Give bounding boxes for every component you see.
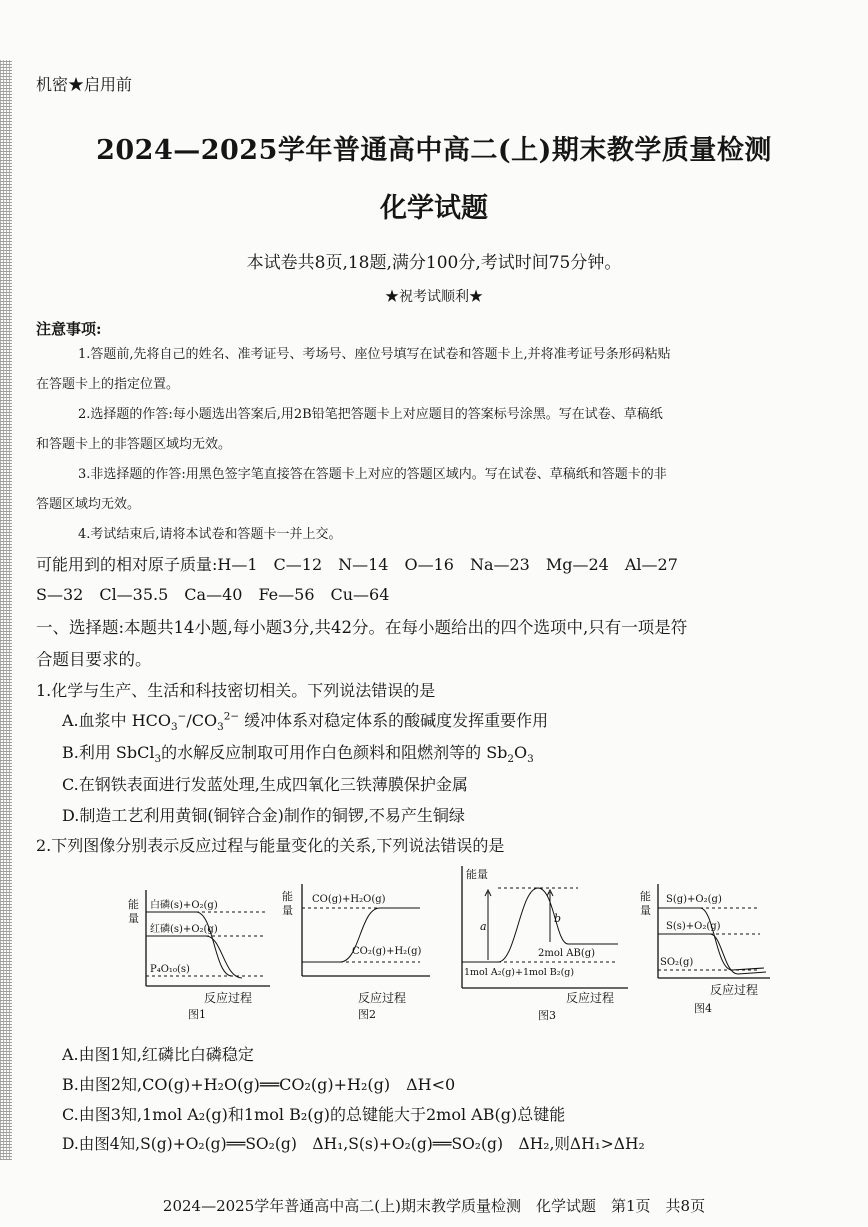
q2-option-b: B.由图2知,CO(g)+H₂O(g)══CO₂(g)+H₂(g) ΔH<0 bbox=[62, 1075, 456, 1094]
q2-option-c: C.由图3知,1mol A₂(g)和1mol B₂(g)的总键能大于2mol AB(g)总键能 bbox=[62, 1105, 566, 1124]
fig3-label-b: b bbox=[554, 912, 562, 925]
fig1-xlabel: 反应过程 bbox=[204, 991, 253, 1005]
q1-option-a: A.血浆中 $HCO_3^-/CO_3^{2-}$ 缓冲体系对稳定体系的酸碱度发挥重要作用 bbox=[62, 710, 549, 734]
fig4-ylabel-2: 量 bbox=[640, 904, 651, 917]
section-heading-line2: 合题目要求的。 bbox=[36, 650, 152, 669]
fig4-level-3: SO₂(g) bbox=[660, 957, 694, 968]
confidential-mark: 机密★启用前 bbox=[36, 75, 133, 94]
fig4-caption: 图4 bbox=[694, 1002, 712, 1015]
fig3-xlabel: 反应过程 bbox=[566, 991, 615, 1005]
fig1-ylabel-1: 能 bbox=[128, 898, 139, 911]
note-3b: 答题区域均无效。 bbox=[36, 497, 141, 512]
fig3-level-2: 1mol A₂(g)+1mol B₂(g) bbox=[464, 967, 575, 978]
fig2-caption: 图2 bbox=[358, 1008, 376, 1020]
fig1-level-1: 白磷(s)+O₂(g) bbox=[150, 900, 218, 911]
binding-margin bbox=[0, 60, 12, 1160]
fig3-level-1: 2mol AB(g) bbox=[538, 948, 596, 959]
figure-3 bbox=[458, 862, 633, 1022]
notes-heading: 注意事项: bbox=[36, 320, 102, 338]
q1-option-c: C.在钢铁表面进行发蓝处理,生成四氧化三铁薄膜保护金属 bbox=[62, 775, 468, 794]
atomic-masses-line1: 可能用到的相对原子质量:H—1 C—12 N—14 O—16 Na—23 Mg—24 Al—27 bbox=[36, 555, 678, 574]
fig1-level-3: P₄O₁₀(s) bbox=[150, 964, 190, 975]
note-2b: 和答题卡上的非答题区域均无效。 bbox=[36, 437, 232, 452]
fig2-ylabel-2: 量 bbox=[282, 904, 293, 917]
note-1a: 1.答题前,先将自己的姓名、准考证号、考场号、座位号填写在试卷和答题卡上,并将准考证号条形码粘贴 bbox=[78, 347, 671, 362]
fig2-ylabel-1: 能 bbox=[282, 890, 293, 903]
fig4-ylabel-1: 能 bbox=[640, 890, 651, 903]
q2-stem: 2.下列图像分别表示反应过程与能量变化的关系,下列说法错误的是 bbox=[36, 836, 505, 855]
fig4-level-2: S(s)+O₂(g) bbox=[666, 921, 721, 932]
good-luck-line: ★祝考试顺利★ bbox=[385, 289, 483, 305]
fig3-ylabel: 能量 bbox=[466, 868, 488, 881]
q1-stem: 1.化学与生产、生活和科技密切相关。下列说法错误的是 bbox=[36, 681, 436, 700]
page-footer: 2024—2025学年普通高中高二(上)期末教学质量检测 化学试题 第1页 共8页 bbox=[162, 1197, 706, 1215]
fig2-xlabel: 反应过程 bbox=[358, 991, 407, 1005]
subject-title: 化学试题 bbox=[380, 193, 488, 224]
fig4-level-1: S(g)+O₂(g) bbox=[666, 894, 722, 905]
figure-2 bbox=[280, 880, 440, 1020]
fig3-caption: 图3 bbox=[538, 1009, 556, 1022]
note-3a: 3.非选择题的作答:用黑色签字笔直接答在答题卡上对应的答题区域内。写在试卷、草稿纸和答题卡的非 bbox=[78, 467, 667, 482]
q1-option-d: D.制造工艺利用黄铜(铜锌合金)制作的铜锣,不易产生铜绿 bbox=[62, 806, 465, 825]
note-2a: 2.选择题的作答:每小题选出答案后,用2B铅笔把答题卡上对应题目的答案标号涂黑。写在试卷、草稿纸 bbox=[78, 407, 663, 422]
exam-title: 2024—2025学年普通高中高二(上)期末教学质量检测 bbox=[96, 135, 772, 166]
note-1b: 在答题卡上的指定位置。 bbox=[36, 377, 180, 392]
section-heading-line1: 一、选择题:本题共14小题,每小题3分,共42分。在每小题给出的四个选项中,只有一项是符 bbox=[36, 618, 688, 637]
figure-1 bbox=[126, 890, 276, 1020]
fig3-label-a: a bbox=[480, 920, 487, 933]
fig1-caption: 图1 bbox=[188, 1008, 206, 1020]
q1-option-b: B.利用 SbCl$_3$的水解反应制取可用作白色颜料和阻燃剂等的 $Sb_2O_3$ bbox=[62, 743, 534, 766]
q2-option-d: D.由图4知,S(g)+O₂(g)══SO₂(g) ΔH₁,S(s)+O₂(g)══SO₂(g) ΔH₂,则ΔH₁>ΔH₂ bbox=[62, 1135, 645, 1153]
fig1-level-2: 红磷(s)+O₂(g) bbox=[150, 924, 218, 935]
exam-info: 本试卷共8页,18题,满分100分,考试时间75分钟。 bbox=[246, 253, 622, 273]
figure-4 bbox=[640, 880, 775, 1020]
fig4-xlabel: 反应过程 bbox=[710, 983, 759, 997]
fig2-level-2: CO₂(g)+H₂(g) bbox=[352, 946, 422, 957]
fig2-level-1: CO(g)+H₂O(g) bbox=[312, 894, 386, 905]
note-4: 4.考试结束后,请将本试卷和答题卡一并上交。 bbox=[78, 527, 342, 542]
atomic-masses-line2: S—32 Cl—35.5 Ca—40 Fe—56 Cu—64 bbox=[36, 585, 390, 604]
fig1-ylabel-2: 量 bbox=[128, 912, 139, 925]
q2-option-a: A.由图1知,红磷比白磷稳定 bbox=[62, 1045, 254, 1064]
